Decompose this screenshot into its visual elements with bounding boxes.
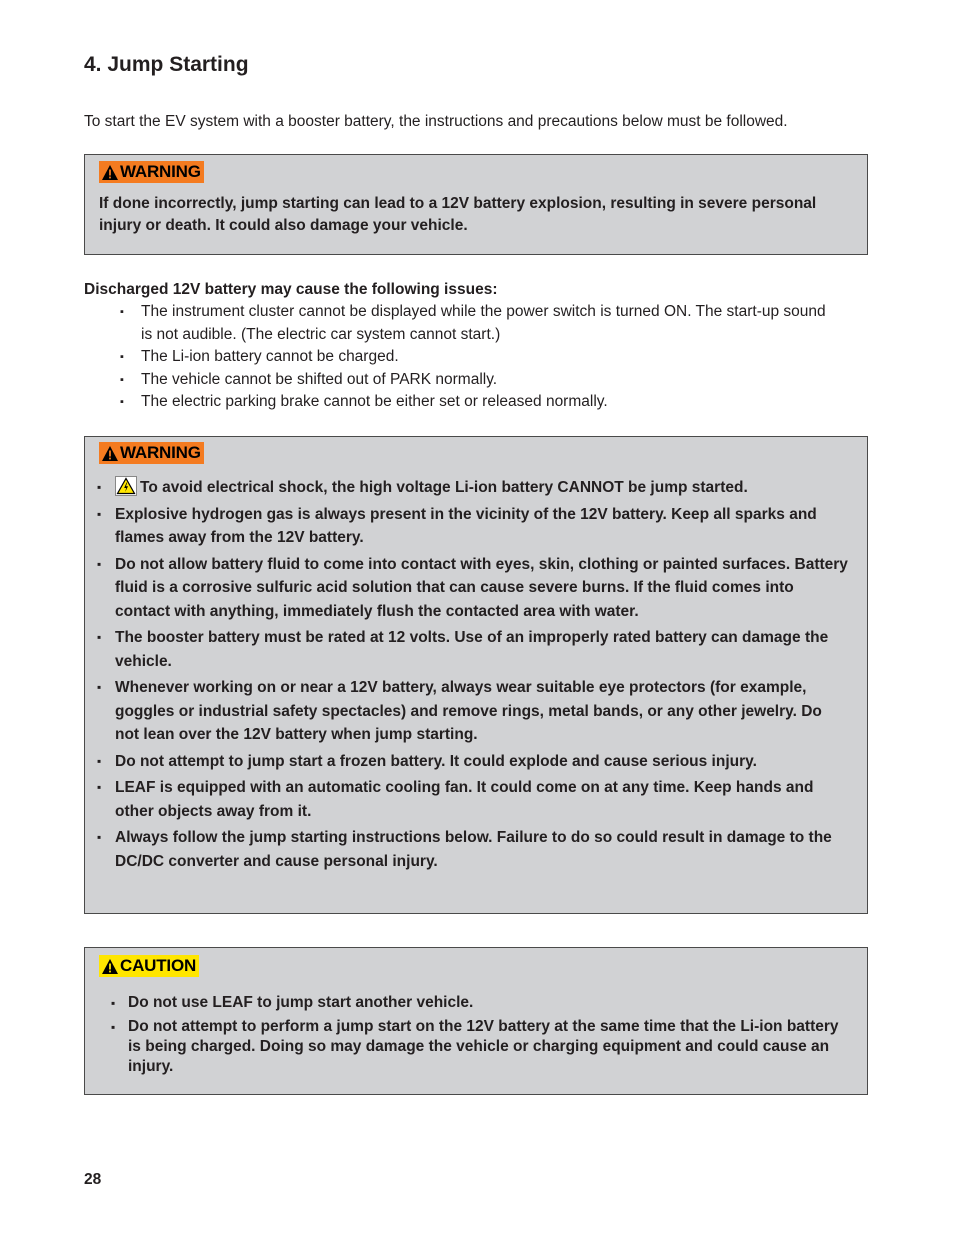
caution-box [84,947,868,1095]
list-item: ▪ Do not allow battery fluid to come into contact with eyes, skin, clothing or painted surfaces. Battery fluid is a corrosive sulfuric acid solution that can cause severe burns. If the fluid comes into contact with anything, immediately flush the contacted area with water. [97,553,849,624]
list-item: ▪ Explosive hydrogen gas is always present in the vicinity of the 12V battery. Keep all sparks and flames away from the 12V battery. [97,503,849,550]
warning-triangle-icon [101,958,119,975]
issues-heading: Discharged 12V battery may cause the following issues: [84,281,498,298]
list-item: ▪ Do not attempt to jump start a frozen battery. It could explode and cause serious injury. [97,750,849,774]
warning-badge-label: WARNING [120,162,201,181]
list-item: ▪ Whenever working on or near a 12V battery, always wear suitable eye protectors (for example, goggles or industrial safety spectacles) and remove rings, metal bands, or any other jewelry. Do not lean over the 12V battery when jump starting. [97,676,849,747]
list-item: ▪ The Li-ion battery cannot be charged. [120,346,840,369]
warning-badge [99,442,204,464]
list-item: ▪ The instrument cluster cannot be displayed while the power switch is turned ON. The start-up sound is not audible. (The electric car system cannot start.) [120,301,840,346]
list-item: ▪ LEAF is equipped with an automatic cooling fan. It could come on at any time. Keep hands and other objects away from it. [97,776,849,823]
caution-list [111,993,851,1081]
page-number: 28 [84,1171,102,1188]
list-item-text: To avoid electrical shock, the high voltage Li-ion battery CANNOT be jump started. [140,479,748,496]
list-item [97,476,849,500]
caution-badge-label: CAUTION [120,956,197,975]
high-voltage-icon [115,476,137,496]
warning-list [97,476,849,876]
warning-triangle-icon [101,445,119,462]
warning-badge-label: WARNING [120,443,201,462]
list-item: ▪ The electric parking brake cannot be either set or released normally. [120,391,840,414]
list-item: ▪ Always follow the jump starting instructions below. Failure to do so could result in damage to the DC/DC converter and cause personal injury. [97,826,849,873]
warning-triangle-icon [101,164,119,181]
caution-badge [99,955,199,977]
intro-paragraph: To start the EV system with a booster battery, the instructions and precautions below must be followed. [84,113,788,130]
list-item: ▪ Do not use LEAF to jump start another vehicle. [111,993,851,1013]
list-item: ▪ The vehicle cannot be shifted out of PARK normally. [120,369,840,392]
warning-box-explosion [84,154,868,255]
section-title: 4. Jump Starting [84,53,249,76]
list-item: ▪ The booster battery must be rated at 12 volts. Use of an improperly rated battery can damage the vehicle. [97,626,849,673]
list-item: ▪ Do not attempt to perform a jump start on the 12V battery at the same time that the Li-ion battery is being charged. Doing so may damage the vehicle or charging equipment and could cause an injury. [111,1017,851,1077]
issues-list [120,301,840,414]
warning-box-safety [84,436,868,914]
warning-text: If done incorrectly, jump starting can lead to a 12V battery explosion, resulting in severe personal injury or death. It could also damage your vehicle. [99,195,817,234]
warning-badge [99,161,204,183]
